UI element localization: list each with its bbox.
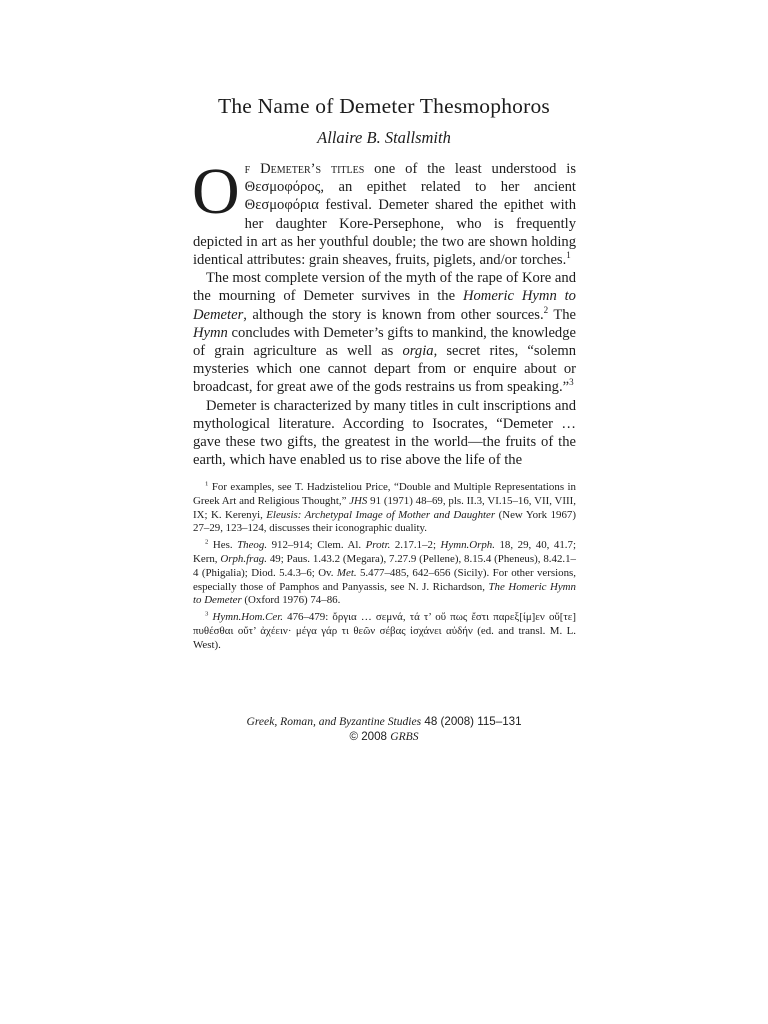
footnote-2-text-a: Hes. — [208, 539, 238, 552]
article-body — [192, 155, 577, 469]
footnote-ref-3[interactable]: 3 — [569, 377, 574, 388]
opening-small-caps: f Demeter’s titles — [244, 161, 365, 177]
drop-cap: O — [192, 155, 240, 228]
footnote-2-work-2: Protr. — [365, 539, 391, 552]
footnote-3-number: 3 — [205, 610, 209, 618]
paragraph-1 — [192, 155, 577, 269]
footnote-2-text-e: 49; Paus. 1.43.2 (Megara), 7.27.9 (Pellene), 8.15.4 (Pheneus), 8.42.1–4 (Phigalia); Diod. 5.4.3–6; Ov. — [193, 552, 576, 579]
footnote-2-text-f: 5.477–485, 642–656 (Sicily). For other versions, especially those of Pamphos and Panyassis, see N. J. Richardson, — [193, 566, 576, 593]
footnote-1-book-title: Eleusis: Archetypal Image of Mother and Daughter — [266, 508, 496, 521]
paragraph-2-text-a: The most complete version of the myth of the rape of Kore and the mourning of Demeter survives in the — [193, 270, 576, 305]
work-title-homeric-hymn: Homeric Hymn to Demeter — [193, 288, 576, 323]
footnote-3-work: Hymn.Hom.Cer. — [212, 611, 283, 624]
work-title-hymn: Hymn — [193, 324, 228, 341]
copyright-holder: GRBS — [390, 730, 419, 743]
footnote-2 — [193, 539, 576, 608]
term-orgia: orgia — [402, 343, 434, 360]
journal-name: Greek, Roman, and Byzantine Studies — [246, 715, 422, 728]
footnote-2-text-b: 912–914; Clem. Al. — [267, 539, 366, 552]
footnote-2-number: 2 — [205, 538, 209, 546]
journal-volume: 48 (2008) 115–131 — [421, 715, 522, 728]
footnote-1-text-b: 91 (1971) 48–69, pls. II.3, VI.15–16, VII, VIII, IX; K. Kerenyi, — [193, 494, 576, 521]
footnote-1-text-c: (New York 1967) 27–29, 123–124, discusses their iconographic duality. — [193, 508, 576, 535]
article-author: Allaire B. Stallsmith — [317, 128, 451, 147]
paragraph-1-text: one of the least understood is Θεσμοφόρος, an epithet related to her ancient Θεσμοφόρια festival. Demeter shared the epithet with her daughter Kore-Persephone, who is frequently depicted in art as her youthful double; the two are shown holding identical attributes: grain sheaves, fruits, piglets, and/or torches. — [193, 161, 577, 269]
citation-line — [0, 714, 768, 729]
paragraph-2 — [193, 269, 576, 396]
copyright-line — [0, 729, 768, 744]
article-title: The Name of Demeter Thesmophoros — [218, 94, 550, 118]
footnote-2-work-4: Orph.frag. — [220, 552, 267, 565]
paragraph-2-text-d: concludes with Demeter’s gifts to mankind, the knowledge of grain agriculture as well as — [193, 324, 576, 360]
footnote-2-text-c: 2.17.1–2; — [390, 539, 441, 552]
footnote-1-number: 1 — [205, 480, 209, 488]
paragraph-2-text-e: , secret rites, “solemn mysteries which one cannot depart from or enquire about or broadcast, for great awe of the gods restrains us from speaking.” — [193, 343, 577, 396]
footnote-3 — [193, 611, 576, 652]
paragraph-2-text-c: The — [548, 306, 577, 323]
footnote-2-work-5: Met. — [336, 566, 357, 579]
footnote-1-journal: JHS — [349, 494, 368, 507]
footnote-2-book-title: The Homeric Hymn to Demeter — [193, 580, 576, 607]
paragraph-3: Demeter is characterized by many titles in cult inscriptions and mythological literature. According to Isocrates, “Demeter … gave these two gifts, the greatest in the world—the fruits of the earth, which have enabled us to rise above the life of the — [193, 397, 576, 469]
footnote-1 — [193, 481, 576, 536]
footnote-3-text-b: 476–479: ὄργια … σεμνά, τά τ’ οὔ πως ἔστι παρεξ[ίμ]εν οὔ[τε] πυθέσθαι οὔτ’ ἀχέειν· μέγα γάρ τι θεῶν σέβας ἰσχάνει αὐδήν (ed. and transl. M. L. West). — [193, 611, 576, 651]
footnote-2-text-g: (Oxford 1976) 74–86. — [241, 594, 341, 607]
footnote-ref-2[interactable]: 2 — [543, 304, 549, 315]
footnote-2-work-3: Hymn.Orph. — [440, 539, 495, 552]
footnote-ref-1[interactable]: 1 — [566, 250, 571, 261]
footnote-1-text-a: For examples, see T. Hadzisteliou Price, “Double and Multiple Representations in Greek Art and Religious Thought,” — [193, 481, 576, 507]
copyright-symbol: © 2008 — [349, 730, 391, 743]
footnotes — [193, 481, 576, 656]
paragraph-2-text-b: , although the story is known from other sources. — [243, 306, 544, 323]
journal-citation — [0, 714, 768, 744]
footnote-2-work-1: Theog. — [237, 539, 268, 552]
footnote-2-text-d: 18, 29, 40, 41.7; Kern, — [193, 539, 576, 565]
